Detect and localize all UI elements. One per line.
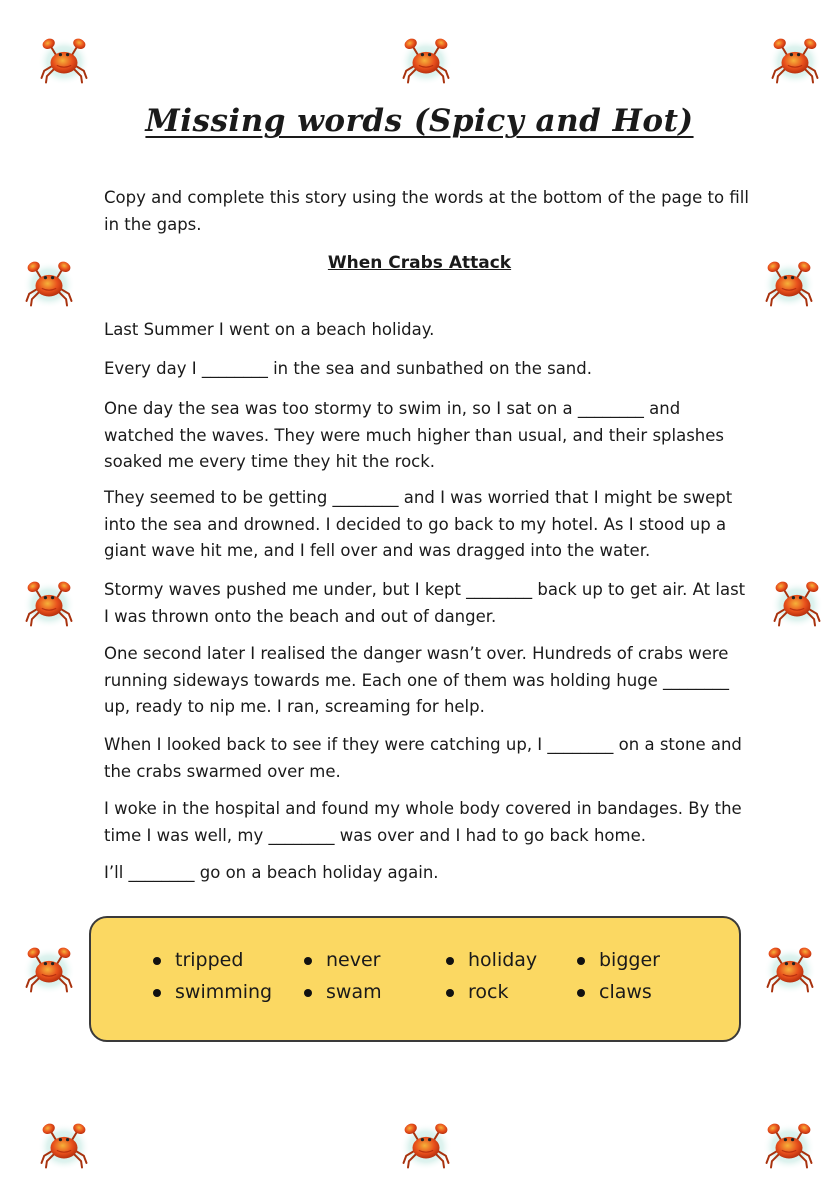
crab-icon: [770, 576, 824, 630]
word-bank-item: swam: [304, 981, 382, 1003]
crab-icon: [399, 1118, 453, 1172]
bullet-icon: [446, 989, 454, 997]
story-title: When Crabs Attack: [327, 253, 512, 273]
story-paragraph: Stormy waves pushed me under, but I kept ________ back up to get air. At last I was thrown onto the beach and out of danger.: [104, 580, 746, 626]
story-paragraph: They seemed to be getting ________ and I was worried that I might be swept into the sea and drowned. I decided to go back to my hotel. As I stood up a giant wave hit me, and I fell over and was dragged into the water.: [104, 488, 733, 560]
word-bank-item: claws: [577, 981, 652, 1003]
word-bank-item: swimming: [153, 981, 272, 1003]
bullet-icon: [304, 957, 312, 965]
word-bank-item: rock: [446, 981, 508, 1003]
story-paragraph: I’ll ________ go on a beach holiday again.: [104, 863, 439, 882]
crab-icon: [763, 942, 817, 996]
word-bank-item: never: [304, 949, 380, 971]
crab-icon: [37, 1118, 91, 1172]
crab-icon: [37, 33, 91, 87]
story-paragraph: When I looked back to see if they were catching up, I ________ on a stone and the crabs swarmed over me.: [104, 735, 742, 781]
story-paragraph: Last Summer I went on a beach holiday.: [104, 320, 435, 339]
word-bank-item: bigger: [577, 949, 660, 971]
story-paragraph: I woke in the hospital and found my whole body covered in bandages. By the time I was well, my ________ was over and I had to go back home.: [104, 799, 742, 845]
bullet-icon: [577, 957, 585, 965]
crab-icon: [22, 942, 76, 996]
bullet-icon: [153, 957, 161, 965]
crab-icon: [399, 33, 453, 87]
bullet-icon: [577, 989, 585, 997]
story-paragraph: One second later I realised the danger wasn’t over. Hundreds of crabs were running sideways towards me. Each one of them was holding huge ________ up, ready to nip me. I ran, screaming for help.: [104, 644, 730, 716]
crab-icon: [22, 576, 76, 630]
story-paragraph: Every day I ________ in the sea and sunbathed on the sand.: [104, 359, 592, 378]
crab-icon: [768, 33, 822, 87]
bullet-icon: [153, 989, 161, 997]
bullet-icon: [446, 957, 454, 965]
word-bank: [89, 916, 741, 1042]
bullet-icon: [304, 989, 312, 997]
page-title: Missing words (Spicy and Hot): [145, 103, 694, 139]
crab-icon: [762, 1118, 816, 1172]
word-bank-item: holiday: [446, 949, 537, 971]
story-paragraph: One day the sea was too stormy to swim in, so I sat on a ________ and watched the waves. They were much higher than usual, and their splashes soaked me every time they hit the rock.: [104, 399, 725, 471]
instructions: Copy and complete this story using the words at the bottom of the page to fill in the gaps.: [104, 188, 749, 234]
word-bank-item: tripped: [153, 949, 243, 971]
